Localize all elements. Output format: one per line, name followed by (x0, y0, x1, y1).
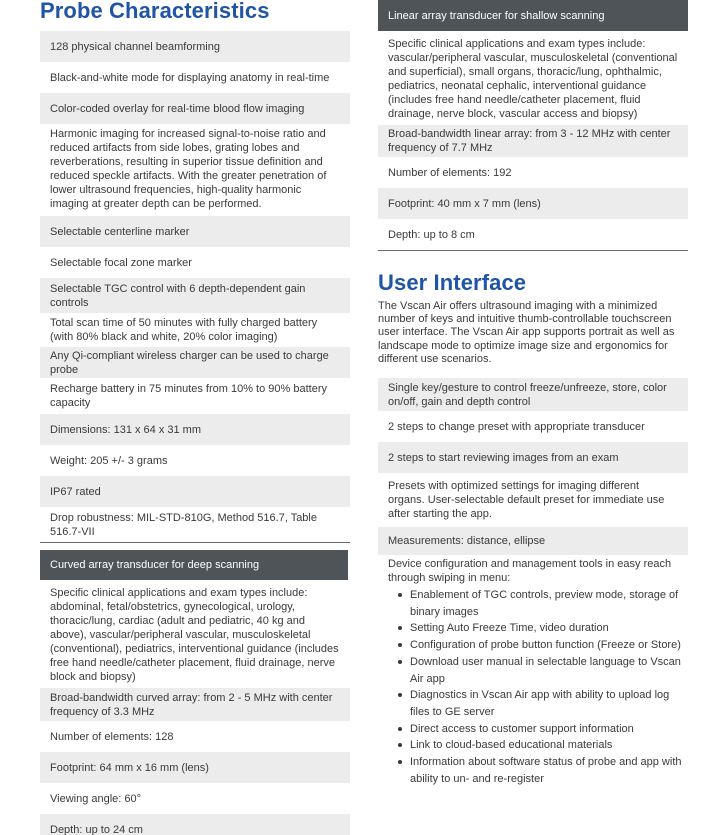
linear-item: Depth: up to 8 cm (388, 228, 475, 241)
bullet-item (378, 620, 688, 637)
device-configuration-block (378, 557, 688, 787)
bullet-item (378, 721, 688, 738)
bullet-item (378, 637, 688, 654)
probe-features-list (40, 31, 350, 542)
linear-array-list (378, 31, 688, 250)
feature-row: Selectable TGC control with 6 depth-dependent gain controls (40, 278, 350, 313)
feature-row: Recharge battery in 75 minutes from 10% to 90% battery capacity (50, 383, 327, 409)
feature-row: Selectable centerline marker (40, 216, 350, 247)
bullet-icon (398, 626, 402, 630)
feature-row: Drop robustness: MIL-STD-810G, Method 516.7, Table 516.7-VII (50, 511, 317, 538)
linear-array-header: Linear array transducer for shallow scanning (378, 0, 688, 31)
bullet-icon (398, 643, 402, 647)
linear-item: Specific clinical applications and exam types include: vascular/peripheral vascular, musculoskeletal (conventional and superficial), small organs, thoracic/lung, ophthalmic, pediatrics, neonatal cephalic, interventional guidance (includes free hand needle/catheter placement, fluid drainage, nerve block, vascular access and biopsy) (388, 38, 678, 120)
bullet-icon (398, 593, 402, 597)
ui-item: Presets with optimized settings for imaging different organs. User-selectable default preset for immediate use after starting the app. (388, 480, 665, 520)
bullet-text: Download user manual in selectable language to Vscan Air app (410, 655, 681, 685)
feature-row: Weight: 205 +/- 3 grams (50, 454, 168, 467)
bullet-icon (398, 660, 402, 664)
device-config-bullets (378, 587, 688, 787)
curved-item: Viewing angle: 60° (50, 792, 142, 805)
bullet-icon (398, 693, 402, 697)
feature-row: Selectable focal zone marker (50, 256, 192, 269)
feature-row: IP67 rated (40, 476, 350, 507)
bullet-text: Configuration of probe button function (Freeze or Store) (410, 639, 681, 652)
bullet-text: Enablement of TGC controls, preview mode, storage of binary images (410, 589, 679, 618)
feature-row: Harmonic imaging for increased signal-to-noise ratio and reduced artifacts from side lobes, grating lobes and reverberations, resulting in superior tissue definition and reduced speckle artifacts. With the greater penetration of lower ultrasound frequencies, high-quality harmonic imaging at greater depth can be performed. (50, 128, 327, 210)
ui-item: Measurements: distance, ellipse (378, 527, 688, 555)
ui-item: 2 steps to change preset with appropriate transducer (388, 420, 645, 433)
feature-row: 128 physical channel beamforming (40, 31, 350, 62)
bullet-text: Direct access to customer support information (410, 722, 634, 735)
linear-item: Footprint: 40 mm x 7 mm (lens) (378, 188, 688, 219)
ui-item: 2 steps to start reviewing images from an exam (378, 442, 688, 473)
user-interface-list (378, 378, 688, 555)
user-interface-intro: The Vscan Air offers ultrasound imaging with a minimized number of keys and intuitive thumb-controllable touchscreen user interface. The Vscan Air app supports portrait as well as landscape mode to optimize image size and ergonomics for different use scenarios. (378, 300, 675, 365)
section-divider (40, 542, 350, 543)
bullet-text: Information about software status of probe and app with ability to un- and re-register (410, 756, 682, 785)
bullet-text: Setting Auto Freeze Time, video duration (410, 622, 609, 635)
curved-item: Broad-bandwidth curved array: from 2 - 5 MHz with center frequency of 3.3 MHz (40, 688, 350, 721)
linear-item: Broad-bandwidth linear array: from 3 - 12 MHz with center frequency of 7.7 MHz (378, 125, 688, 157)
feature-row: Any Qi-compliant wireless charger can be used to charge probe (40, 347, 350, 378)
bullet-item (378, 587, 688, 620)
curved-item: Depth: up to 24 cm (40, 814, 350, 835)
bullet-icon (398, 727, 402, 731)
bullet-item (378, 687, 688, 720)
feature-row: Dimensions: 131 x 64 x 31 mm (40, 414, 350, 445)
bullet-item (378, 754, 688, 787)
curved-item: Specific clinical applications and exam types include: abdominal, fetal/obstetrics, gynecological, urology, thoracic/lung, cardiac (adult and pediatric, 40 kg and above), vascular/peripheral vascular, musculoskeletal (conventional), pediatrics, interventional guidance (includes free hand needle/catheter placement, fluid drainage, nerve block and biopsy) (50, 587, 339, 683)
curved-item: Number of elements: 128 (50, 730, 174, 743)
curved-array-list (40, 580, 350, 835)
ui-item: Single key/gesture to control freeze/unfreeze, store, color on/off, gain and depth control (378, 378, 688, 411)
user-interface-title: User Interface (378, 270, 527, 295)
bullet-item (378, 654, 688, 687)
bullet-icon (398, 760, 402, 764)
probe-characteristics-title: Probe Characteristics (40, 0, 270, 23)
feature-row: Total scan time of 50 minutes with fully charged battery (with 80% black and white, 20% color imaging) (50, 317, 318, 343)
bullet-item (378, 737, 688, 754)
bullet-icon (398, 743, 402, 747)
feature-row: Color-coded overlay for real-time blood flow imaging (40, 93, 350, 124)
bullet-text: Diagnostics in Vscan Air app with ability to upload log files to GE server (410, 689, 670, 718)
curved-item: Footprint: 64 mm x 16 mm (lens) (40, 752, 350, 783)
linear-item: Number of elements: 192 (388, 166, 512, 179)
curved-array-header: Curved array transducer for deep scanning (40, 550, 348, 580)
feature-row: Black-and-white mode for displaying anatomy in real-time (50, 71, 330, 84)
section-divider (378, 250, 688, 251)
bullet-text: Link to cloud-based educational materials (410, 739, 613, 752)
device-config-intro: Device configuration and management tools in easy reach through swiping in menu: (388, 558, 672, 584)
